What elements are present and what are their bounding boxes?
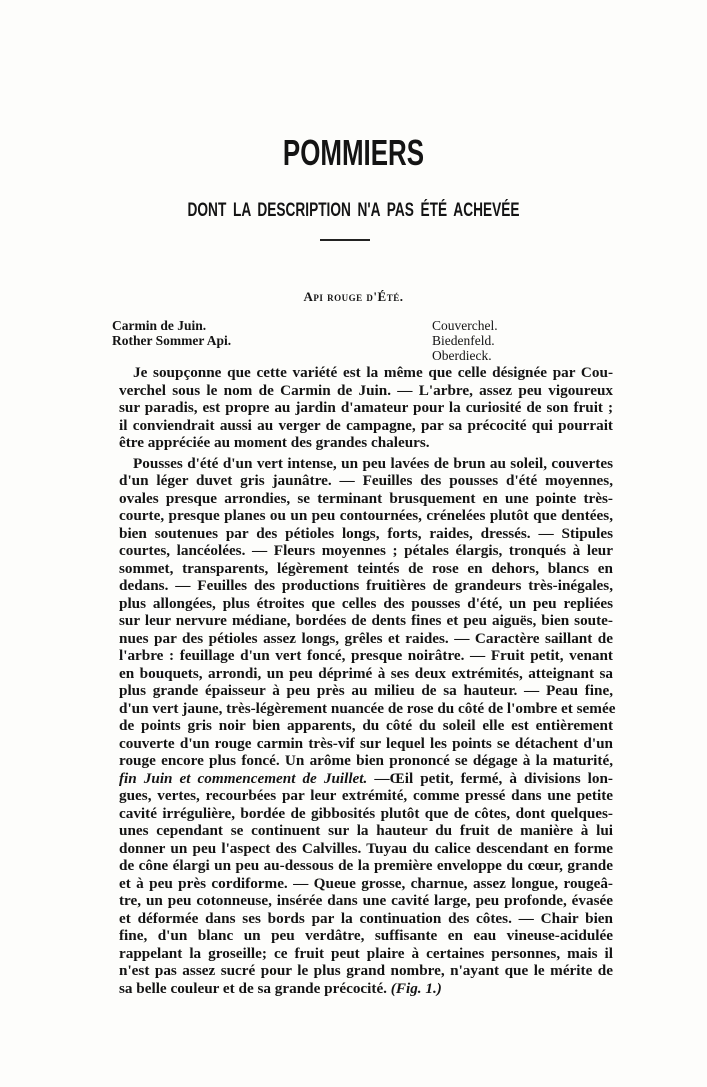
text-line: et déformée dans ses bords par la continuation des côtes. — Chair bien	[119, 909, 613, 927]
text-line: cavité irrégulière, bordée de gibbosités plutôt que de côtes, dont quelques-	[119, 804, 613, 822]
text-line: courtes, lancéolées. — Fleurs moyennes ; pétales élargis, tronqués à leur	[119, 542, 613, 559]
text-line: sommet, transparents, légèrement teintés de rose en dehors, blancs en	[119, 559, 613, 577]
italic-text: fin Juin et commencement de Juillet.	[119, 769, 368, 787]
page-subtitle: DONT LA DESCRIPTION N'A PAS ÉTÉ ACHEVÉE	[187, 200, 520, 221]
page-title: POMMIERS	[282, 132, 425, 173]
text-line: en bouquets, arrondi, un peu déprimé à ses deux extrémités, atteignant sa	[119, 664, 613, 682]
text-line: plus allongées, plus étroites que celles des pousses d'été, un peu repliées	[119, 594, 613, 612]
figure-reference: (Fig. 1.)	[390, 979, 442, 997]
text-line: Pousses d'été d'un vert intense, un peu lavées de brun au soleil, couvertes	[133, 454, 613, 472]
text-line: bien soutenues par des pétioles longs, forts, raides, dressés. — Stipules	[119, 524, 613, 542]
text-line: Je soupçonne que cette variété est la même que celle désignée par Cou-	[133, 364, 613, 381]
text-line: rouge encore plus foncé. Un arôme bien prononcé se dégage à la maturité,	[119, 752, 613, 769]
text-line: il conviendrait aussi au verger de campagne, par sa précocité qui pourrait	[119, 416, 613, 434]
text-line: de points gris noir bien apparents, du côté du soleil elle est entièrement	[119, 717, 613, 734]
text-line: tre, un peu cotonneuse, insérée dans une cavité large, peu profonde, évasée	[119, 892, 613, 909]
text-line: fine, d'un blanc un peu verdâtre, suffisante en eau vineuse-acidulée	[119, 927, 613, 944]
authority: Couverchel.	[432, 318, 498, 333]
synonym: Rother Sommer Api.	[112, 333, 232, 348]
authority: Biedenfeld.	[432, 333, 495, 348]
text-line: ovales presque arrondies, se terminant brusquement en une pointe très-	[119, 489, 613, 507]
text-line: d'un vert jaune, très-légèrement nuancée de rose du côté de l'ombre et semée	[119, 699, 616, 717]
text-line: plus grande épaisseur à peu près au milieu de sa hauteur. — Peau fine,	[119, 682, 613, 699]
text-line: être appréciée au moment des grandes chaleurs.	[119, 434, 430, 451]
text-line: verchel sous le nom de Carmin de Juin. — L'arbre, assez peu vigoureux	[119, 381, 613, 399]
text-line: nues par des pétioles assez longs, grêles et raides. — Caractère saillant de	[119, 629, 613, 647]
text-line: d'un léger duvet gris jaunâtre. — Feuilles des pousses d'été moyennes,	[119, 472, 613, 489]
text-line: dedans. — Feuilles des productions fruitières de grandeurs très-inégales,	[119, 577, 613, 594]
text-line: couverte d'un rouge carmin très-vif sur lequel les points se détachent d'un	[119, 734, 613, 752]
text-line: et à peu près cordiforme. — Queue grosse, charnue, assez longue, rougeâ-	[119, 874, 613, 892]
text-line: donner un peu l'aspect des Calvilles. Tuyau du calice descendant en forme	[119, 839, 613, 857]
variety-heading: Api rouge d'Été.	[303, 289, 404, 304]
text-line: gues, vertes, recourbées par leur extrémité, comme pressé dans une petite	[119, 787, 613, 804]
text-line: sur leur nervure médiane, bordées de dents fines et peu aiguës, bien soute-	[119, 612, 613, 629]
text-line: unes cependant se continuent sur la hauteur du fruit de manière à lui	[119, 822, 613, 839]
text-line: fin Juin et commencement de Juillet. —Œil petit, fermé, à divisions lon-	[119, 769, 613, 787]
synonym: Carmin de Juin.	[112, 318, 207, 333]
text-line: l'arbre : feuillage d'un vert foncé, presque noirâtre. — Fruit petit, venant	[119, 647, 613, 664]
text-line: n'est pas assez sucré pour le plus grand nombre, n'ayant que le mérite de	[119, 962, 613, 979]
synonyms-list	[112, 318, 231, 348]
text-line: sur paradis, est propre au jardin d'amateur pour la curiosité de son fruit ;	[119, 399, 613, 416]
authority: Oberdieck.	[432, 348, 492, 363]
text-line: courte, presque planes ou un peu contournées, crénelées plutôt que dentées,	[119, 507, 613, 524]
text-line: de cône élargi un peu au-dessous de la première enveloppe du cœur, grande	[119, 857, 613, 874]
text-line: sa belle couleur et de sa grande précocité. (Fig. 1.)	[119, 979, 442, 997]
description-body	[119, 364, 616, 997]
text-line: rappelant la groseille; ce fruit peut plaire à certaines personnes, mais il	[119, 944, 613, 962]
title-divider	[320, 239, 370, 241]
authorities-list	[432, 318, 498, 363]
